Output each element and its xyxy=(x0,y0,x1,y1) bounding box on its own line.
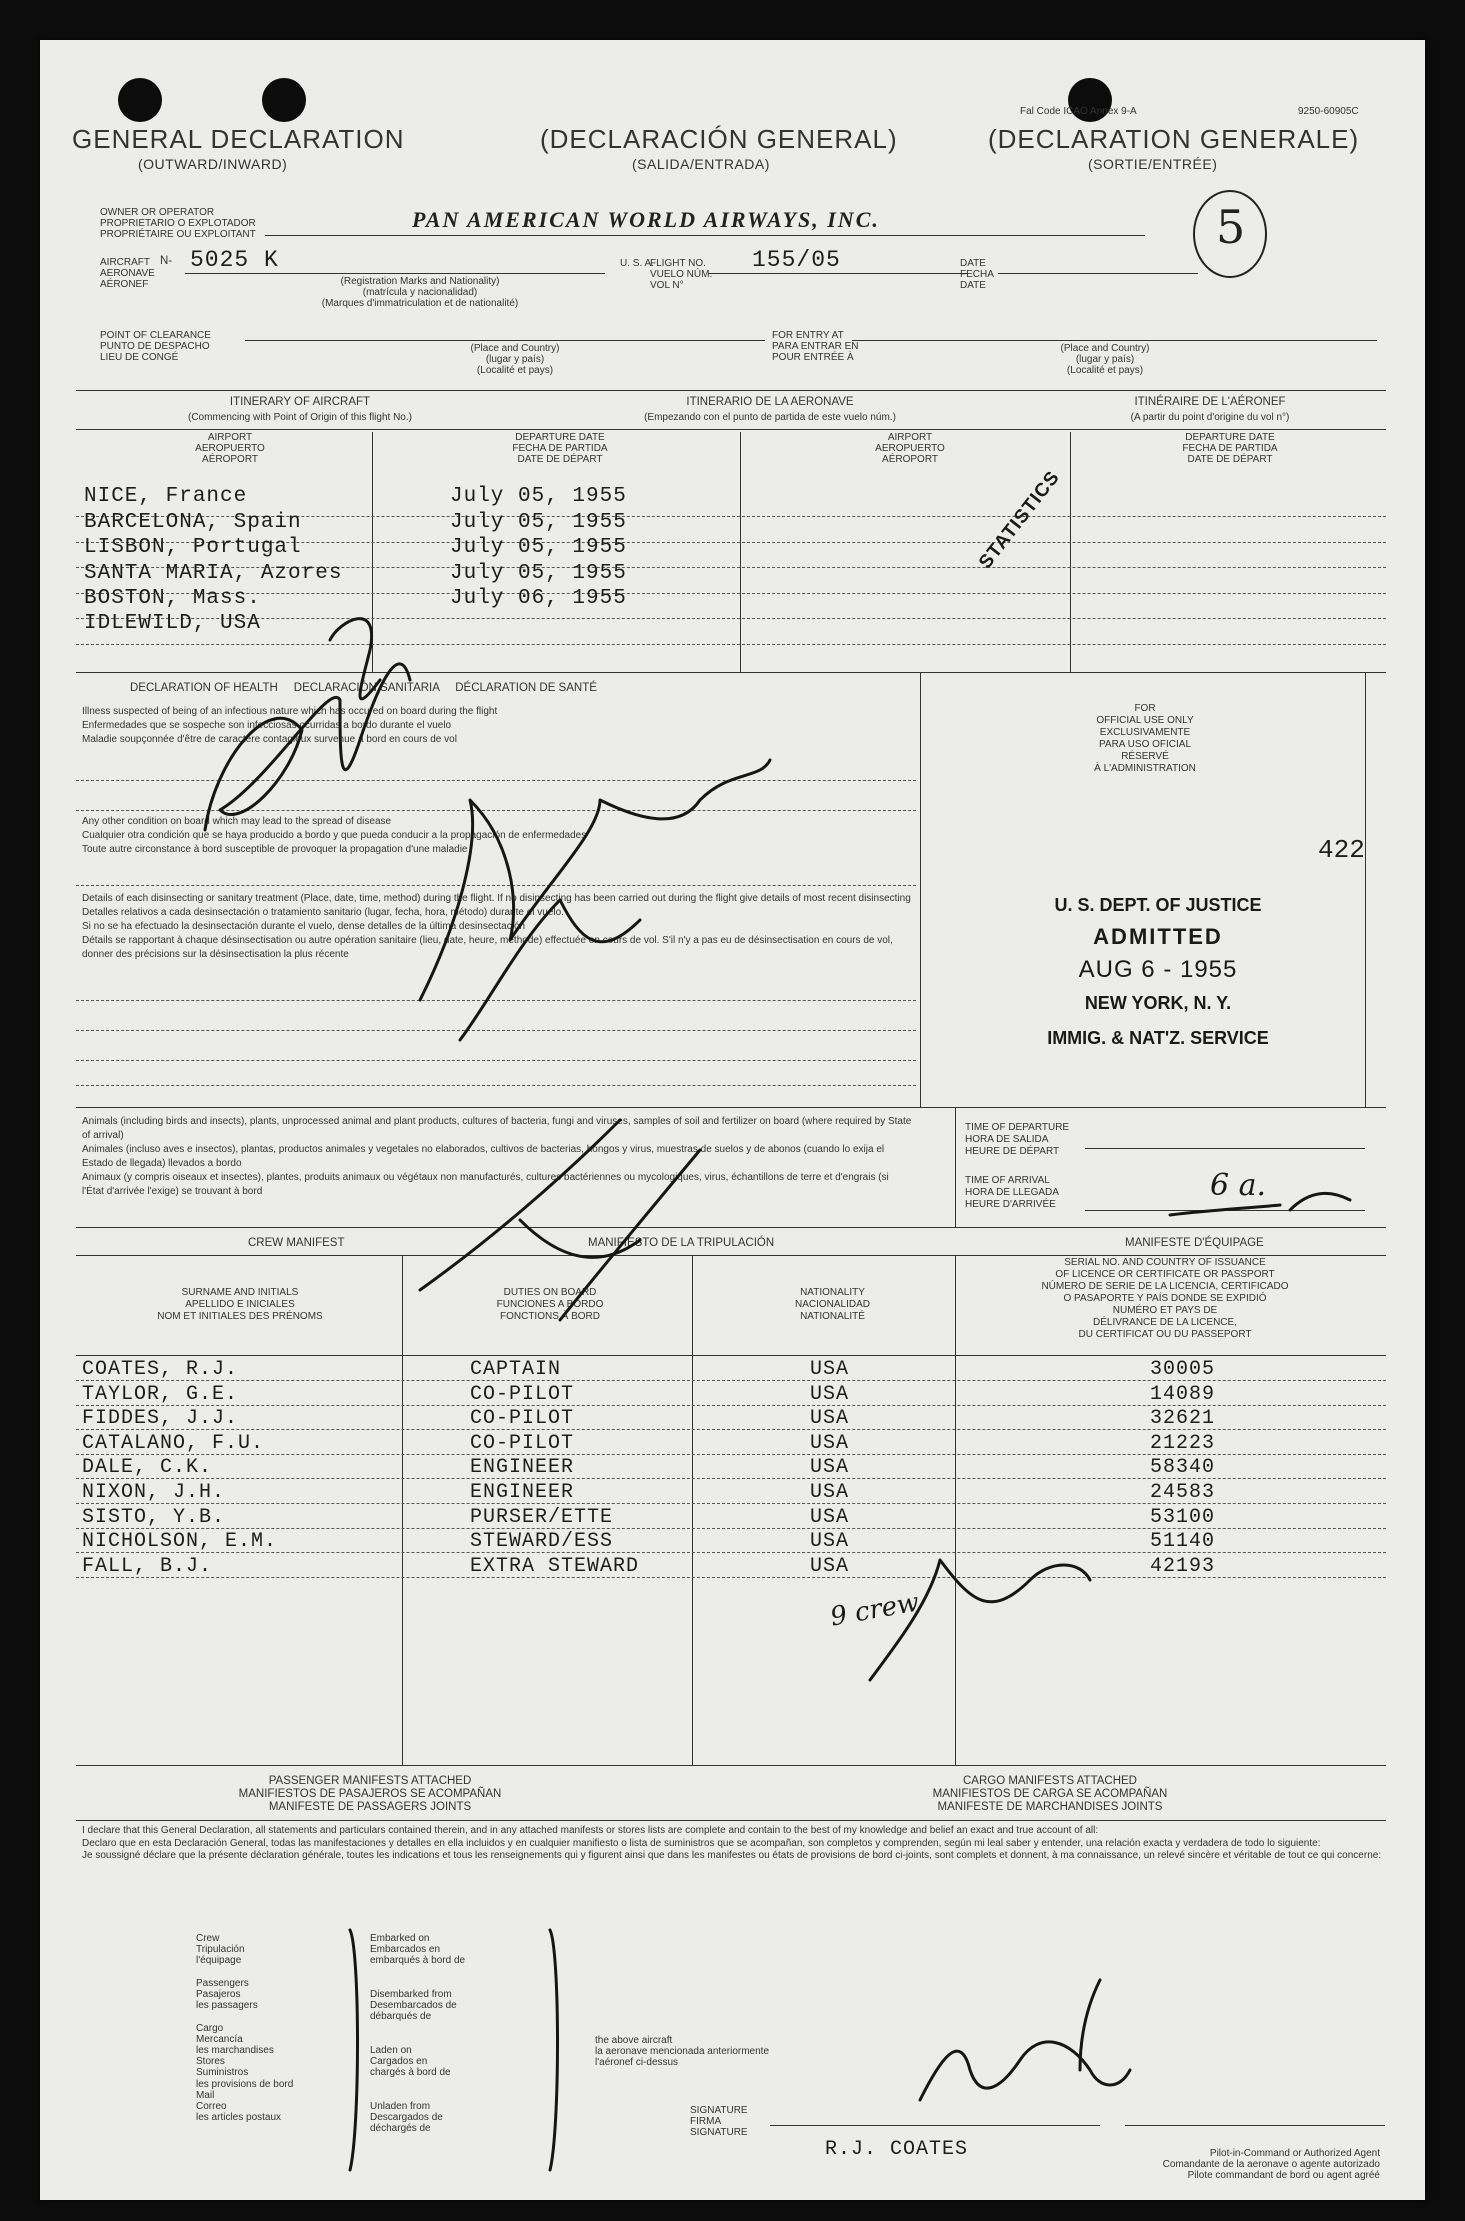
crew-name: COATES, R.J. xyxy=(82,1358,239,1381)
crew-duty: CO-PILOT xyxy=(470,1407,575,1431)
crew-nationality: USA xyxy=(810,1505,850,1529)
aircraft-prefix: N- xyxy=(160,255,173,267)
form-number: 9250-60905C xyxy=(1298,106,1359,117)
crew-license: 24583 xyxy=(1150,1481,1216,1504)
crew-duty: PURSER/ETTE xyxy=(470,1505,614,1529)
crew-name: FALL, B.J. xyxy=(82,1554,213,1578)
crew-col-duties: DUTIES ON BOARD FUNCIONES A BORDO FONCTIONS À BORD xyxy=(496,1287,604,1322)
crew-license: 42193 xyxy=(1150,1554,1216,1578)
signature-scribble xyxy=(1080,1980,1100,2070)
crew-license: 14089 xyxy=(1150,1382,1216,1406)
crew-nationality: USA xyxy=(810,1407,850,1431)
crew-license: 21223 xyxy=(1150,1431,1216,1455)
declaration-text: I declare that this General Declaration, all statements and particulars contained therein, and in any attached manifests or stores lists are complete and contain to the best of my knowledge and belief an exact and true account of all: Declaro que en esta Declaración General, todas las manifestaciones y detalles en ella incluidos y en cualquier manifiesto o lista de suministros que se acompañan, son completos y comprenden, según mi leal saber y entender, una relación exacta y verdadera de todo lo siguiente: Je soussigné déclare que la présente déclaration générale, toutes les indications et tous les renseignements qui y figurent ainsi que dans les manifestes ou états de provisions de bord ci-joints, sont complets et donnent, à ma connaissance, un relevé sincère et véritable de tout ce qui concerne: xyxy=(82,1825,1382,1861)
health-title: DECLARATION OF HEALTH DECLARACIÓN SANITARIA DÉCLARATION DE SANTÉ xyxy=(130,682,597,694)
crew-license: 30005 xyxy=(1150,1358,1216,1381)
health-illness-text: Illness suspected of being of an infectious nature which has occured on board during the flight Enfermedades que se sospeche son infecciosas ocurridas a bordo durante el vuelo Maladie soupçonnée d'être de caractère contagieux survenue à bord en cours de vol xyxy=(82,706,498,745)
crew-license: 58340 xyxy=(1150,1456,1216,1480)
admitted-stamp-line1: U. S. DEPT. OF JUSTICE xyxy=(1054,895,1262,915)
crew-nationality: USA xyxy=(810,1456,850,1480)
crew-name: SISTO, Y.B. xyxy=(82,1505,226,1529)
declaration-actions: Embarked on Embarcados en embarqués à bord de Disembarked from Desembarcados de débarqués de Laden on Cargados en chargés à bord de Unladen from Descargados de déchargés de xyxy=(370,1933,466,2135)
health-condition-text: Any other condition on board which may lead to the spread of disease Cualquier otra condición que se haya producido a bordo y que pueda conducir a la propagación de enfermedades Toute autre circonstance à bord susceptible de provoquer la propagation d'une maladie xyxy=(82,816,587,855)
entry-label: FOR ENTRY AT PARA ENTRAR EN POUR ENTRÉE À xyxy=(772,330,859,363)
departure-time-label: TIME OF DEPARTURE HORA DE SALIDA HEURE DE DÉPART xyxy=(965,1122,1070,1157)
itinerary-airport: NICE, France xyxy=(84,485,248,508)
entry-place-caption: (Place and Country) (lugar y país) (Localité et pays) xyxy=(1060,343,1150,376)
arrival-time-handwritten: 6 a. xyxy=(1210,1168,1267,1203)
crew-license: 51140 xyxy=(1150,1530,1216,1554)
crew-nationality: USA xyxy=(810,1481,850,1504)
signature-scribble xyxy=(420,760,770,1000)
crew-duty: CO-PILOT xyxy=(470,1382,575,1406)
itinerary-date: July 05, 1955 xyxy=(450,485,627,508)
title-french: (DECLARATION GENERALE) xyxy=(988,124,1360,154)
clearance-place-caption: (Place and Country) (lugar y país) (Localité et pays) xyxy=(470,343,560,376)
itinerary-airport: LISBON, Portugal xyxy=(84,536,302,559)
aircraft-caption: (Registration Marks and Nationality) (matrícula y nacionalidad) (Marques d'immatriculation et de nationalité) xyxy=(321,276,519,309)
declaration-items: Crew Tripulación l'équipage Passengers Pasajeros les passagers Cargo Mercancía les marchandises Stores Suministros les provisions de bord Mail Correo les articles postaux xyxy=(196,1933,294,2124)
itinerary-date: July 05, 1955 xyxy=(450,562,627,585)
operator-value: PAN AMERICAN WORLD AIRWAYS, INC. xyxy=(412,207,880,232)
crew-count-handwritten: 9 crew xyxy=(828,1587,922,1633)
crew-duty: EXTRA STEWARD xyxy=(470,1554,640,1578)
crew-col-name: SURNAME AND INITIALS APELLIDO E INICIALES NOM ET INITIALES DES PRÉNOMS xyxy=(157,1287,323,1322)
statistics-stamp: STATISTICS xyxy=(975,466,1065,573)
signature-scribble xyxy=(330,619,380,699)
ink-stroke xyxy=(420,1120,620,1290)
col-airport-left: AIRPORT AEROPUERTO AÉROPORT xyxy=(195,432,265,465)
admitted-stamp-line2: ADMITTED xyxy=(1093,924,1223,949)
crew-col-nationality: NATIONALITY NACIONALIDAD NATIONALITÉ xyxy=(794,1287,870,1322)
crew-nationality: USA xyxy=(810,1382,850,1406)
crew-duty: STEWARD/ESS xyxy=(470,1530,614,1554)
itinerary-airport: IDLEWILD, USA xyxy=(84,612,261,635)
itinerary-date: July 05, 1955 xyxy=(450,511,627,534)
itinerary-airport: BARCELONA, Spain xyxy=(84,511,302,534)
arrival-time-label: TIME OF ARRIVAL HORA DE LLEGADA HEURE D'ARRIVÉE xyxy=(965,1175,1059,1210)
admitted-stamp-date: AUG 6 - 1955 xyxy=(1078,956,1238,983)
signature-scribble xyxy=(870,1560,1090,1680)
animals-text: Animals (including birds and insects), plants, unprocessed animal and plant products, cultures of bacteria, fungi and viruses, samples of soil and fertilizer on board (where required by State of arrival) Animales (incluso aves e insectos), plantas, productos animales y vegetales no elaborados, cultivos de bacterias, hongos y virus, muestras de suelos y de abonos (cuando lo exija el Estado de llegada) llevados a bordo Animaux (y compris oiseaux et insectes), plantes, produits animaux ou végétaux non manufacturés, cultures bactériennes ou mycologiques, virus, échantillons de terre et d'engrais (si l'État d'arrivée l'exige) se trouvant à bord xyxy=(82,1116,912,1197)
form-reference: Fal Code ICAO Annex 9-A xyxy=(1020,106,1137,117)
flight-label: FLIGHT NO. VUELO NÚM. VOL N° xyxy=(650,258,713,291)
page-number: 5 xyxy=(1216,200,1246,254)
signature-scribble xyxy=(460,900,640,1040)
aircraft-label: AIRCRAFT AERONAVE AÉRONEF xyxy=(100,257,155,290)
itinerary-title-en: ITINERARY OF AIRCRAFT xyxy=(229,396,371,408)
aircraft-registration: 5025 K xyxy=(190,247,279,273)
signer-name: R.J. COATES xyxy=(825,2138,969,2161)
crew-manifest-title-en: CREW MANIFEST xyxy=(248,1237,345,1249)
crew-nationality: USA xyxy=(810,1358,850,1381)
title-french-sub: (SORTIE/ENTRÉE) xyxy=(1088,156,1218,172)
cargo-manifest-label: CARGO MANIFESTS ATTACHED MANIFIESTOS DE CARGA SE ACOMPAÑAN MANIFESTE DE MARCHANDISES JOINTS xyxy=(932,1775,1168,1813)
itinerary-sub-es: (Empezando con el punto de partida de este vuelo núm.) xyxy=(644,412,896,423)
signature-scribble xyxy=(205,664,410,830)
admitted-stamp-line4: NEW YORK, N. Y. xyxy=(1084,993,1232,1013)
crew-col-license: SERIAL NO. AND COUNTRY OF ISSUANCE OF LICENCE OR CERTIFICATE OR PASSPORT NÚMERO DE SERIE DE LA LICENCIA, CERTIFICADO O PASAPORTE Y PAÍS DONDE SE EXPIDIÓ NUMÉRO ET PAYS DE DÉLIVRANCE DE LA LICENCE, DU CERTIFICAT OU DU PASSEPORT xyxy=(1041,1257,1289,1340)
title-english: GENERAL DECLARATION xyxy=(72,124,405,154)
crew-duty: CO-PILOT xyxy=(470,1431,575,1455)
crew-duty: CAPTAIN xyxy=(470,1358,562,1381)
declaration-aircraft: the above aircraft la aeronave mencionada anteriormente l'aéronef ci-dessus xyxy=(595,2035,769,2069)
crew-name: CATALANO, F.U. xyxy=(82,1431,265,1455)
itinerary-date: July 05, 1955 xyxy=(450,536,627,559)
signer-caption: Pilot-in-Command or Authorized Agent Comandante de la aeronave o agente autorizado Pilote commandant de bord ou agent agréé xyxy=(1162,2148,1380,2182)
crew-license: 32621 xyxy=(1150,1407,1216,1431)
bracket-mark xyxy=(350,1930,358,2170)
crew-nationality: USA xyxy=(810,1431,850,1455)
col-departure-right: DEPARTURE DATE FECHA DE PARTIDA DATE DE DÉPART xyxy=(1182,432,1278,465)
handwritten-marks xyxy=(40,40,1425,2200)
itinerary-sub-en: (Commencing with Point of Origin of this flight No.) xyxy=(188,412,412,423)
flight-number: 155/05 xyxy=(752,247,841,273)
crew-name: DALE, C.K. xyxy=(82,1456,213,1480)
itinerary-title-fr: ITINÉRAIRE DE L'AÉRONEF xyxy=(1134,396,1286,408)
admitted-stamp-line5: IMMIG. & NAT'Z. SERVICE xyxy=(1047,1028,1269,1048)
crew-name: TAYLOR, G.E. xyxy=(82,1382,239,1406)
general-declaration-form xyxy=(40,40,1425,2200)
title-spanish: (DECLARACIÓN GENERAL) xyxy=(540,124,898,154)
title-english-sub: (OUTWARD/INWARD) xyxy=(138,156,288,172)
signature-scribble xyxy=(920,2042,1130,2100)
itinerary-title-es: ITINERARIO DE LA AERONAVE xyxy=(686,396,854,408)
ink-stroke xyxy=(560,1150,700,1320)
health-disinsecting-text: Details of each disinsecting or sanitary treatment (Place, date, time, method) during the flight. If no disinsecting has been carried out during the flight give details of most recent disinsecting Detalles relativos a cada desinsectación o tratamiento sanitario (lugar, fecha, hora, método) durante el vuelo. Si no se ha efectuado la desinsectación durante el vuelo, dense detalles de la última desinsectación Détails se rapportant à chaque désinsectisation ou autre opération sanitaire (lieu, date, heure, méthode) effectuée en cours de vol. S'il n'y a pas eu de désinsectisation en cours de vol, donner des précisions sur la désinsectisation la plus récente xyxy=(82,893,911,960)
signature-label: SIGNATURE FIRMA SIGNATURE xyxy=(690,2105,748,2139)
crew-duty: ENGINEER xyxy=(470,1481,575,1504)
operator-label: OWNER OR OPERATOR PROPRIETARIO O EXPLOTADOR PROPRIÉTAIRE OU EXPLOITANT xyxy=(100,207,256,240)
official-number: 422 xyxy=(1318,835,1365,865)
col-departure-left: DEPARTURE DATE FECHA DE PARTIDA DATE DE DÉPART xyxy=(512,432,608,465)
crew-license: 53100 xyxy=(1150,1505,1216,1529)
itinerary-airport: BOSTON, Mass. xyxy=(84,587,261,610)
bracket-mark xyxy=(550,1930,558,2170)
crew-nationality: USA xyxy=(810,1554,850,1578)
title-spanish-sub: (SALIDA/ENTRADA) xyxy=(632,156,770,172)
itinerary-airport: SANTA MARIA, Azores xyxy=(84,562,343,585)
itinerary-date: July 06, 1955 xyxy=(450,587,627,610)
crew-nationality: USA xyxy=(810,1530,850,1554)
ink-stroke xyxy=(520,1220,640,1257)
col-airport-right: AIRPORT AEROPUERTO AÉROPORT xyxy=(875,432,945,465)
crew-name: FIDDES, J.J. xyxy=(82,1407,239,1431)
crew-name: NICHOLSON, E.M. xyxy=(82,1530,278,1554)
crew-name: NIXON, J.H. xyxy=(82,1481,226,1504)
strikeout-stroke xyxy=(1170,1205,1280,1215)
crew-manifest-title-es: MANIFIESTO DE LA TRIPULACIÓN xyxy=(588,1237,775,1249)
ink-stroke xyxy=(1290,1193,1350,1210)
crew-manifest-title-fr: MANIFESTE D'ÉQUIPAGE xyxy=(1125,1237,1264,1249)
passenger-manifest-label: PASSENGER MANIFESTS ATTACHED MANIFIESTOS DE PASAJEROS SE ACOMPAÑAN MANIFESTE DE PASSAGERS JOINTS xyxy=(238,1775,502,1813)
itinerary-sub-fr: (A partir du point d'origine du vol n°) xyxy=(1130,412,1290,423)
official-use-label: FOR OFFICIAL USE ONLY EXCLUSIVAMENTE PARA USO OFICIAL RÉSERVÉ À L'ADMINISTRATION xyxy=(1094,703,1196,774)
date-label: DATE FECHA DATE xyxy=(960,258,994,291)
clearance-label: POINT OF CLEARANCE PUNTO DE DESPACHO LIEU DE CONGÉ xyxy=(100,330,211,363)
usa-label: U. S. A. xyxy=(620,258,654,269)
crew-duty: ENGINEER xyxy=(470,1456,575,1480)
